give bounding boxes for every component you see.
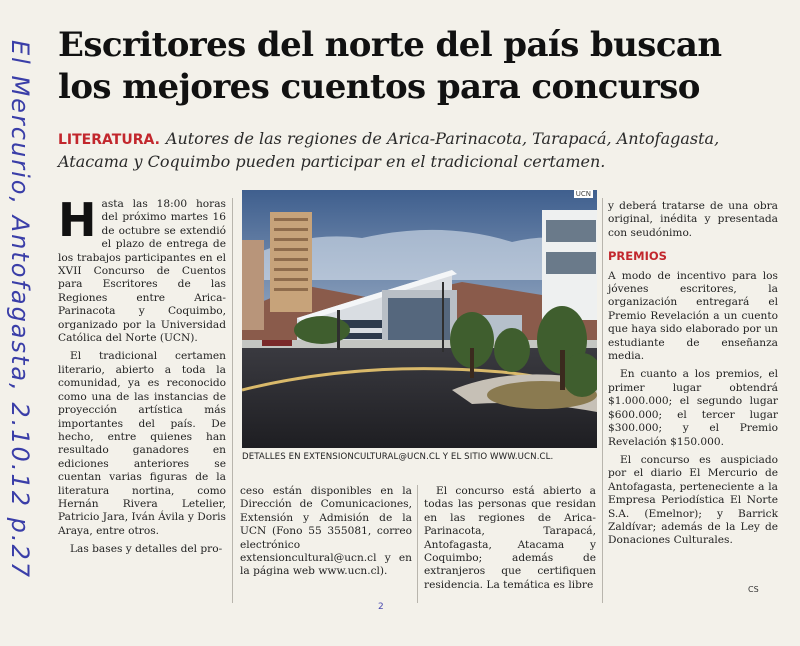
paragraph: Hasta las 18:00 horas del próximo martes 16 de octubre se extendió el plazo de entrega de los trabajos participantes en el XVII Concurso de Cuentos para Escritores de las Regiones entre Arica-Parinacota y Coquimbo, organizado por la Universidad Católica del Norte (UCN). (58, 193, 226, 345)
article-column-1 (58, 193, 226, 562)
paragraph: El concurso es auspiciado por el diario El Mercurio de Antofagasta, perteneciente a la Empresa Periodística El Norte S.A. (Emelnor); y Barrick Zaldívar; además de la Ley de Donaciones Culturales. (608, 453, 778, 547)
paragraph: El tradicional certamen literario, abierto a toda la comunidad, ya es reconocido como una de las instancias de proyección artística más importantes del país. De hecho, entre quienes han resultado ganadores en ediciones anteriores se cuentan varias figuras de la literatura nortina, como Hernán Rivera Letelier, Patricio Jara, Iván Ávila y Doris Araya, entre otros. (58, 350, 226, 537)
section-subhead-premios: PREMIOS (608, 249, 667, 264)
paragraph: A modo de incentivo para los jóvenes escritores, la organización entregará el Premio Revelación a un cuento que haya sido elaborado por un estudiante de enseñanza media. (608, 269, 778, 363)
paragraph: Las bases y detalles del pro- (70, 543, 223, 556)
photo-caption: DETALLES EN EXTENSIONCULTURAL@UCN.CL Y EL SITIO WWW.UCN.CL. (242, 452, 554, 462)
building-photo-illustration (242, 190, 597, 448)
column-divider (417, 485, 418, 603)
article-column-3 (424, 485, 596, 597)
paragraph: y deberá tratarse de una obra original, inédita y presentada con seudónimo. (608, 200, 778, 239)
article-column-4 (608, 200, 778, 553)
photo-credit: UCN (575, 190, 591, 198)
campus-photo (242, 190, 597, 448)
deck-text: Autores de las regiones de Arica-Parinacota, Tarapacá, Antofagasta, Atacama y Coquimbo pueden participar en el tradicional certamen. (58, 129, 720, 171)
column-divider (232, 198, 233, 603)
handwritten-note-text: El Mercurio, Antofagasta, 2.10.12 p.27 (6, 40, 34, 580)
paragraph: ceso están disponibles en la Dirección de Comunicaciones, Extensión y Admisión de la UCN (Fono 55 355081, correo electrónico extensioncultural@ucn.cl y en la página web www.ucn.cl). (240, 485, 412, 578)
article-headline: Escritores del norte del país buscan los mejores cuentos para concurso (58, 25, 722, 107)
handwritten-source-note (4, 40, 44, 640)
paragraph: En cuanto a los premios, el primer lugar obtendrá $1.000.000; el segundo lugar $600.000; el tercer lugar $300.000; y el Premio Revelación $150.000. (608, 368, 778, 448)
article-end-mark: CS (748, 585, 759, 594)
section-kicker: LITERATURA. (58, 132, 160, 148)
handwritten-page-mark: 2 (378, 602, 384, 612)
paragraph: El concurso está abierto a todas las personas que residan en las regiones de Arica-Parinacota, Tarapacá, Antofagasta, Atacama y Coquimbo; además de extranjeros que certifiquen residencia. La temática es libre (424, 485, 596, 591)
column-divider (602, 198, 603, 603)
article-column-2 (240, 485, 412, 584)
article-deck (58, 128, 778, 173)
drop-cap: H (58, 193, 97, 247)
